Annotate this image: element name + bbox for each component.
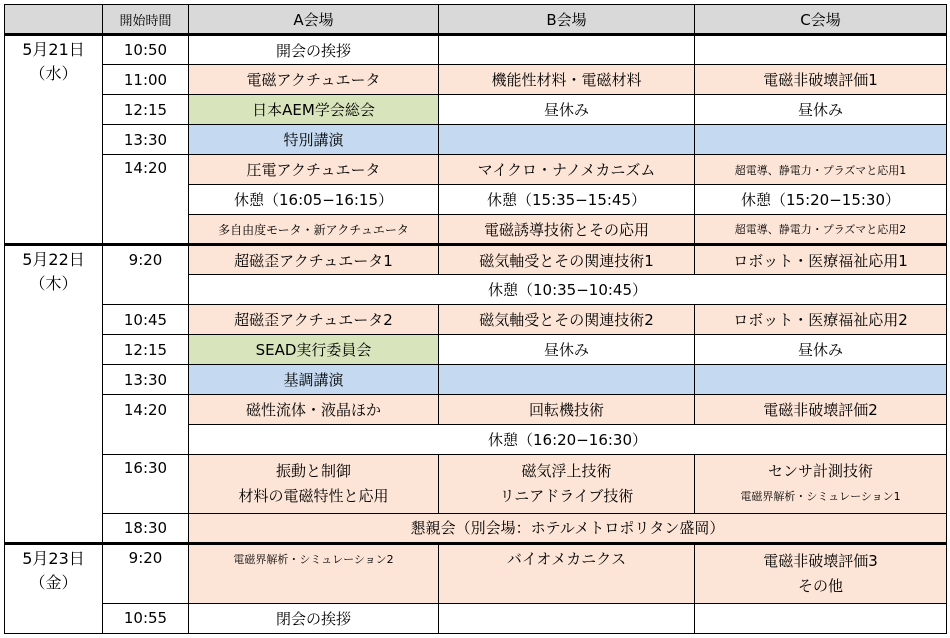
time-cell: 10:50 bbox=[103, 35, 189, 65]
session-c bbox=[695, 603, 947, 633]
session-b bbox=[439, 603, 695, 633]
session-c bbox=[695, 455, 947, 514]
session-a: 閉会の挨拶 bbox=[189, 603, 439, 633]
date-label: 5月22日 bbox=[22, 250, 85, 269]
session-a: 圧電アクチュエータ bbox=[189, 155, 439, 185]
session-a-line1: 振動と制御 bbox=[275, 461, 351, 480]
table-row bbox=[5, 543, 947, 603]
header-blank bbox=[5, 5, 103, 35]
session-a: 日本AEM学会総会 bbox=[189, 95, 439, 125]
session-c bbox=[695, 125, 947, 155]
table-row bbox=[5, 513, 947, 543]
session-c: 昼休み bbox=[695, 335, 947, 365]
break-all-halls: 休憩（16:20−16:30） bbox=[189, 425, 947, 455]
break-b: 休憩（15:35−15:45） bbox=[439, 185, 695, 215]
date-label: 5月21日 bbox=[22, 40, 85, 59]
schedule-table bbox=[4, 4, 947, 634]
session-c: ロボット・医療福祉応用2 bbox=[695, 305, 947, 335]
session-b: 回転機技術 bbox=[439, 395, 695, 425]
session-b bbox=[439, 365, 695, 395]
table-row bbox=[5, 245, 947, 275]
session-c bbox=[695, 365, 947, 395]
time-cell: 14:20 bbox=[103, 395, 189, 425]
session-c-line2: 電磁界解析・シミュレーション1 bbox=[740, 489, 901, 503]
session-c-line1: 電磁非破壊評価3 bbox=[763, 551, 878, 570]
table-row bbox=[5, 65, 947, 95]
session-b bbox=[439, 455, 695, 514]
time-cell: 18:30 bbox=[103, 513, 189, 543]
time-cell bbox=[103, 275, 189, 305]
break-all-halls: 休憩（10:35−10:45） bbox=[189, 275, 947, 305]
table-row bbox=[5, 125, 947, 155]
weekday-label: （水） bbox=[29, 64, 78, 83]
session-c: 電磁非破壊評価1 bbox=[695, 65, 947, 95]
session-b-line2: リニアドライブ技術 bbox=[499, 486, 634, 505]
table-row bbox=[5, 305, 947, 335]
header-start-time: 開始時間 bbox=[103, 5, 189, 35]
session-a: 開会の挨拶 bbox=[189, 35, 439, 65]
table-row bbox=[5, 35, 947, 65]
session-b: バイオメカニクス bbox=[439, 543, 695, 603]
table-row bbox=[5, 365, 947, 395]
time-cell: 13:30 bbox=[103, 365, 189, 395]
date-cell-day2 bbox=[5, 245, 103, 544]
session-a: 基調講演 bbox=[189, 365, 439, 395]
table-row bbox=[5, 335, 947, 365]
table-row bbox=[5, 603, 947, 633]
session-c: 電磁非破壊評価2 bbox=[695, 395, 947, 425]
banquet-cell: 懇親会（別会場：ホテルメトロポリタン盛岡） bbox=[189, 513, 947, 543]
time-cell: 11:00 bbox=[103, 65, 189, 95]
date-cell-day3 bbox=[5, 543, 103, 633]
header-hall-b: B会場 bbox=[439, 5, 695, 35]
session-c: 超電導、静電力・プラズマと応用2 bbox=[695, 215, 947, 245]
time-cell: 12:15 bbox=[103, 95, 189, 125]
session-c bbox=[695, 543, 947, 603]
time-cell: 12:15 bbox=[103, 335, 189, 365]
session-b-line1: 磁気浮上技術 bbox=[521, 461, 612, 480]
break-a: 休憩（16:05−16:15） bbox=[189, 185, 439, 215]
session-b: 機能性材料・電磁材料 bbox=[439, 65, 695, 95]
weekday-label: （木） bbox=[29, 274, 78, 293]
break-c: 休憩（15:20−15:30） bbox=[695, 185, 947, 215]
time-cell: 9:20 bbox=[103, 245, 189, 275]
table-row bbox=[5, 455, 947, 514]
session-c: 昼休み bbox=[695, 95, 947, 125]
header-hall-c: C会場 bbox=[695, 5, 947, 35]
table-row bbox=[5, 425, 947, 455]
time-cell: 14:20 bbox=[103, 155, 189, 245]
session-c bbox=[695, 35, 947, 65]
session-b: マイクロ・ナノメカニズム bbox=[439, 155, 695, 185]
session-a: 特別講演 bbox=[189, 125, 439, 155]
session-a: 多自由度モータ・新アクチュエータ bbox=[189, 215, 439, 245]
session-b: 昼休み bbox=[439, 335, 695, 365]
session-b: 昼休み bbox=[439, 95, 695, 125]
session-a: 超磁歪アクチュエータ1 bbox=[189, 245, 439, 275]
time-cell: 10:45 bbox=[103, 305, 189, 335]
date-label: 5月23日 bbox=[22, 548, 85, 568]
table-row bbox=[5, 95, 947, 125]
session-b: 磁気軸受とその関連技術1 bbox=[439, 245, 695, 275]
time-cell: 13:30 bbox=[103, 125, 189, 155]
session-a: 磁性流体・液晶ほか bbox=[189, 395, 439, 425]
session-c-line1: センサ計測技術 bbox=[767, 461, 873, 480]
session-a: SEAD実行委員会 bbox=[189, 335, 439, 365]
session-a: 電磁界解析・シミュレーション2 bbox=[189, 543, 439, 603]
session-a bbox=[189, 455, 439, 514]
session-a-line2: 材料の電磁特性と応用 bbox=[238, 486, 389, 505]
header-hall-a: A会場 bbox=[189, 5, 439, 35]
time-cell: 9:20 bbox=[103, 543, 189, 603]
time-cell: 10:55 bbox=[103, 603, 189, 633]
session-b bbox=[439, 35, 695, 65]
table-row bbox=[5, 155, 947, 185]
date-cell-day1 bbox=[5, 35, 103, 245]
time-cell bbox=[103, 425, 189, 455]
weekday-label: （金） bbox=[29, 572, 78, 592]
header-row bbox=[5, 5, 947, 35]
session-b: 電磁誘導技術とその応用 bbox=[439, 215, 695, 245]
session-c: 超電導、静電力・プラズマと応用1 bbox=[695, 155, 947, 185]
table-row bbox=[5, 395, 947, 425]
session-a: 電磁アクチュエータ bbox=[189, 65, 439, 95]
session-b bbox=[439, 125, 695, 155]
table-row bbox=[5, 275, 947, 305]
time-cell: 16:30 bbox=[103, 455, 189, 514]
session-c: ロボット・医療福祉応用1 bbox=[695, 245, 947, 275]
session-b: 磁気軸受とその関連技術2 bbox=[439, 305, 695, 335]
session-c-line2: その他 bbox=[797, 576, 843, 595]
session-a: 超磁歪アクチュエータ2 bbox=[189, 305, 439, 335]
